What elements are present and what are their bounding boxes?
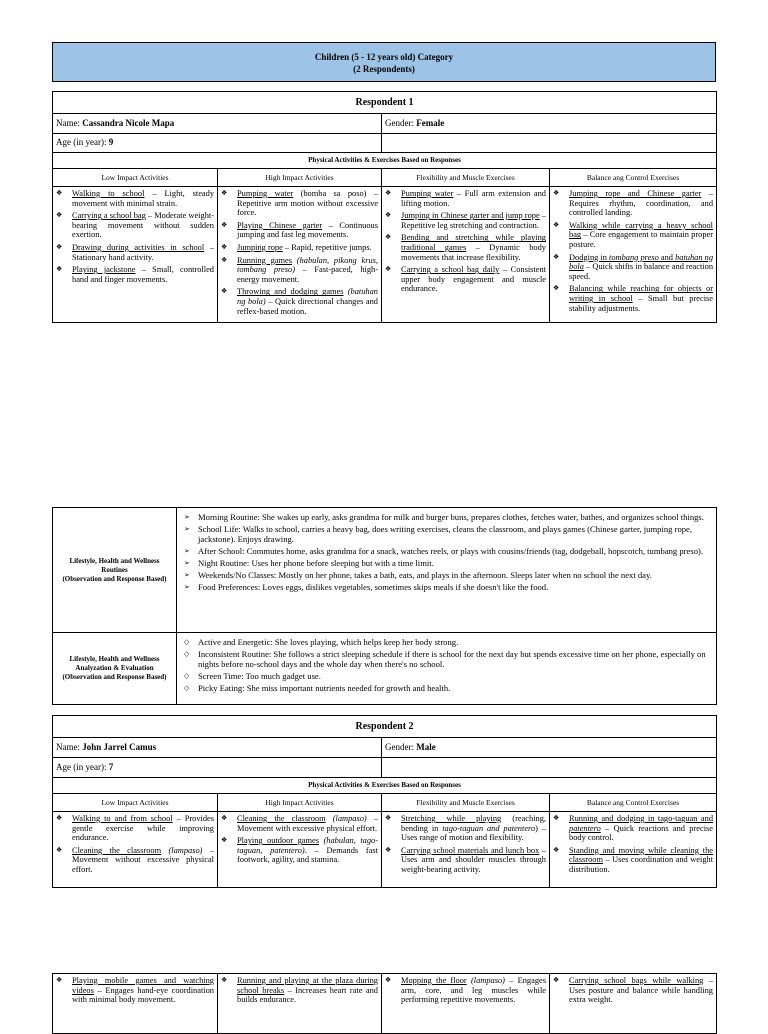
list-item: ◇ Screen Time: Too much gadget use. bbox=[180, 671, 713, 681]
list-item: ❖ Pumping water – Full arm extension and lifting motion. bbox=[385, 189, 546, 208]
list-item: ❖ Playing mobile games and watching videos – Engages hand-eye coordination with minimal body movement. bbox=[56, 976, 214, 1005]
age-cell: Age (in year): 9 bbox=[53, 134, 382, 153]
respondent-name: John Jarrel Camus bbox=[82, 741, 157, 752]
gender-cell: Gender: Male bbox=[382, 738, 717, 758]
list-item: ❖ Playing jackstone – Small, controlled hand and finger movements. bbox=[56, 265, 214, 284]
age-empty-cell bbox=[382, 134, 717, 153]
age-empty-cell bbox=[382, 758, 717, 778]
r2b-low-list bbox=[53, 974, 218, 1034]
list-item: ➢ Weekends/No Classes: Mostly on her phone, takes a bath, eats, and plays in the afternoon. Sleeps later when no school the next day. bbox=[180, 570, 713, 580]
list-item: ❖ Carrying school bags while walking – Uses posture and balance while handling extra weight. bbox=[553, 976, 713, 1005]
category-banner bbox=[52, 42, 716, 82]
r2b-balance-list bbox=[550, 974, 717, 1034]
list-item: ➢ Morning Routine: She wakes up early, asks grandma for milk and burger buns, prepares clothes, fetches water, bathes, and organizes school things. bbox=[180, 512, 713, 522]
list-item: ❖ Pumping water (bomba sa poso) – Repetitive arm motion without excessive force. bbox=[221, 189, 378, 218]
list-item: ➢ School Life: Walks to school, carries a heavy bag, does writing exercises, cleans the classroom, and plays games (Chinese garter, jumping rope, jackstone). Enjoys drawing. bbox=[180, 524, 713, 544]
list-item: ❖ Playing outdoor games (habulan, tago-taguan, patentero). – Demands fast footwork, agility, and stamina. bbox=[221, 836, 378, 865]
list-item: ❖ Running games (habulan, pikong krus, tombang preso) – Fast-paced, high-energy movement. bbox=[221, 256, 378, 285]
section-title: Physical Activities & Exercises Based on Responses bbox=[53, 778, 717, 794]
routines-label: Lifestyle, Health and Wellness Routines (Observation and Response Based) bbox=[53, 508, 177, 633]
list-item: ❖ Carrying school materials and lunch box – Uses arm and shoulder muscles through weight-bearing activity. bbox=[385, 846, 546, 875]
col-low-impact: Low Impact Activities bbox=[53, 794, 218, 812]
banner-line-1: Children (5 - 12 years old) Category bbox=[314, 52, 454, 62]
r1-low-list bbox=[53, 187, 218, 323]
respondent-age: 9 bbox=[108, 137, 114, 148]
list-item: ➢ After School: Commutes home, asks grandma for a snack, watches reels, or plays with cousins/friends (tag, dodgeball, hopscotch, tumbang preso). bbox=[180, 546, 713, 556]
banner-line-2: (2 Respondents) bbox=[353, 64, 415, 74]
section-title: Physical Activities & Exercises Based on Responses bbox=[53, 153, 717, 169]
list-item: ◇ Active and Energetic: She loves playing, which helps keep her body strong. bbox=[180, 637, 713, 647]
list-item: ❖ Jumping rope and Chinese garter – Requires rhythm, coordination, and controlled landing. bbox=[553, 189, 713, 218]
r2-flex-list bbox=[382, 812, 550, 888]
list-item: ❖ Carrying a school bag – Moderate weight-bearing movement without sudden exertion. bbox=[56, 211, 214, 240]
list-item: ❖ Walking to and from school – Provides gentle exercise while improving endurance. bbox=[56, 814, 214, 843]
gender-cell: Gender: Female bbox=[382, 114, 717, 134]
col-flexibility: Flexibility and Muscle Exercises bbox=[382, 794, 550, 812]
respondent-gender: Female bbox=[416, 117, 445, 128]
respondent-2-title: Respondent 2 bbox=[53, 716, 717, 738]
respondent-1-table bbox=[52, 91, 717, 323]
list-item: ❖ Running and playing at the plaza during school breaks – Increases heart rate and builds endurance. bbox=[221, 976, 378, 1005]
list-item: ❖ Cleaning the classroom (lampaso) – Movement without excessive physical effort. bbox=[56, 846, 214, 875]
list-item: ❖ Drawing during activities in school – Stationary hand activity. bbox=[56, 243, 214, 262]
col-high-impact: High Impact Activities bbox=[218, 794, 382, 812]
r2-balance-list bbox=[550, 812, 717, 888]
list-item: ➢ Night Routine: Uses her phone before sleeping but with a time limit. bbox=[180, 558, 713, 568]
col-balance: Balance ang Control Exercises bbox=[550, 169, 717, 187]
r2b-high-list bbox=[218, 974, 382, 1034]
r2-low-list bbox=[53, 812, 218, 888]
list-item: ❖ Bending and stretching while playing traditional games – Dynamic body movements that increase flexibility. bbox=[385, 233, 546, 262]
list-item: ❖ Running and dodging in tago-taguan and patentero – Quick reactions and precise body control. bbox=[553, 814, 713, 843]
r1-flex-list bbox=[382, 187, 550, 323]
respondent-gender: Male bbox=[416, 741, 436, 752]
r1-balance-list bbox=[550, 187, 717, 323]
evaluation-label: Lifestyle, Health and Wellness Analyzation & Evaluation (Observation and Response Based) bbox=[53, 633, 177, 705]
r1-high-list bbox=[218, 187, 382, 323]
respondent-2-table bbox=[52, 715, 717, 888]
list-item: ❖ Mopping the floor (lampaso) – Engages arm, core, and leg muscles while performing repetitive movements. bbox=[385, 976, 546, 1005]
name-cell: Name: John Jarrel Camus bbox=[53, 738, 382, 758]
list-item: ❖ Standing and moving while cleaning the classroom – Uses coordination and weight distribution. bbox=[553, 846, 713, 875]
r2-high-list bbox=[218, 812, 382, 888]
list-item: ◇ Picky Eating: She miss important nutrients needed for growth and health. bbox=[180, 683, 713, 693]
age-cell: Age (in year): 7 bbox=[53, 758, 382, 778]
list-item: ❖ Carrying a school bag daily – Consistent upper body engagement and muscle endurance. bbox=[385, 265, 546, 294]
list-item: ❖ Throwing and dodging games (batuhan ng bola) – Quick directional changes and reflex-based motion. bbox=[221, 287, 378, 316]
list-item: ❖ Jumping rope – Rapid, repetitive jumps. bbox=[221, 243, 378, 253]
r2b-flex-list bbox=[382, 974, 550, 1034]
list-item: ❖ Jumping in Chinese garter and jump rope – Repetitive leg stretching and contraction. bbox=[385, 211, 546, 230]
col-low-impact: Low Impact Activities bbox=[53, 169, 218, 187]
list-item: ❖ Playing Chinese garter – Continuous jumping and fast leg movements. bbox=[221, 221, 378, 240]
list-item: ➢ Food Preferences: Loves eggs, dislikes vegetables, sometimes skips meals if she doesn't like the food. bbox=[180, 582, 713, 592]
list-item: ❖ Walking to school – Light, steady movement with minimal strain. bbox=[56, 189, 214, 208]
evaluation-list-cell bbox=[177, 633, 717, 705]
col-high-impact: High Impact Activities bbox=[218, 169, 382, 187]
routines-list-cell bbox=[177, 508, 717, 633]
respondent-age: 7 bbox=[108, 761, 114, 772]
respondent-1-title: Respondent 1 bbox=[53, 92, 717, 114]
list-item: ❖ Stretching while playing (reaching, bending in tago-taguan and patentero) – Uses range of motion and flexibility. bbox=[385, 814, 546, 843]
list-item: ❖ Walking while carrying a heavy school bag – Core engagement to maintain proper posture. bbox=[553, 221, 713, 250]
list-item: ❖ Balancing while reaching for objects or writing in school – Small but precise stability adjustments. bbox=[553, 284, 713, 313]
list-item: ❖ Dodging in tombang preso and batuhan ng bola – Quick shifts in balance and reaction speed. bbox=[553, 253, 713, 282]
respondent-name: Cassandra Nicole Mapa bbox=[82, 117, 175, 128]
respondent-2-continued-table bbox=[52, 973, 717, 1034]
col-flexibility: Flexibility and Muscle Exercises bbox=[382, 169, 550, 187]
list-item: ❖ Cleaning the classroom (lampaso) – Movement with excessive physical effort. bbox=[221, 814, 378, 833]
list-item: ◇ Inconsistent Routine: She follows a strict sleeping schedule if there is school for the next day but spends excessive time on her phone, especially on nights before no-school days and the whole day when there's no school. bbox=[180, 649, 713, 669]
name-cell: Name: Cassandra Nicole Mapa bbox=[53, 114, 382, 134]
col-balance: Balance ang Control Exercises bbox=[550, 794, 717, 812]
lifestyle-table bbox=[52, 507, 717, 705]
